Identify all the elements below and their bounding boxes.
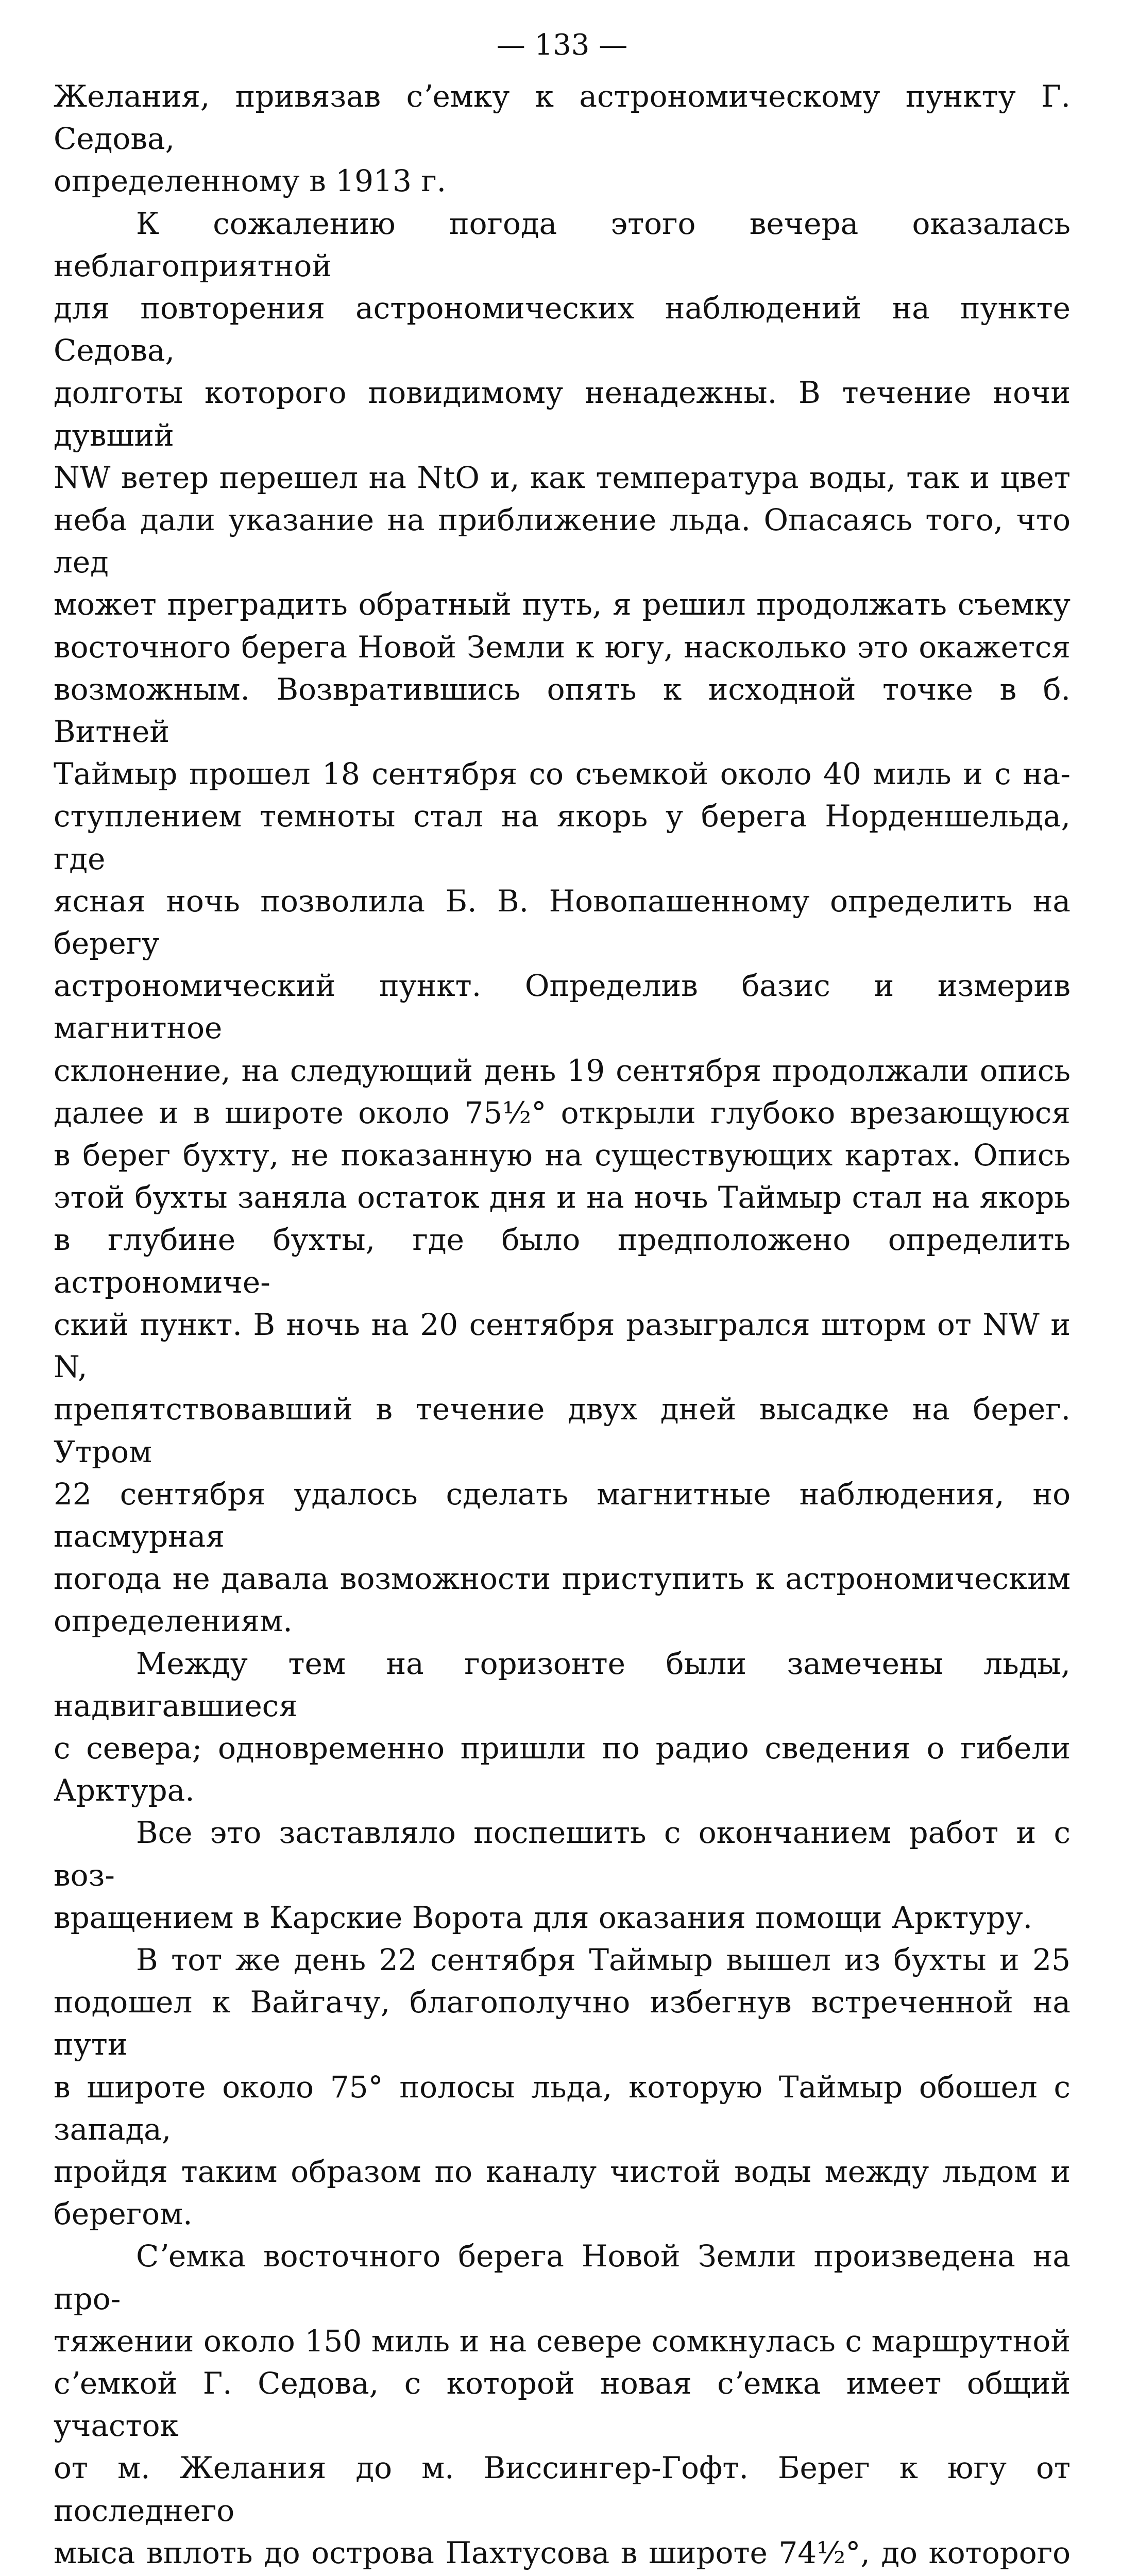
text-line: Сʼемка восточного берега Новой Земли произведена на про- [54, 2239, 1071, 2316]
text-line: подошел к Вайгачу, благополучно избегнув встреченной на пути [54, 1985, 1071, 2062]
text-line: вращением в Карские Ворота для оказания помощи Арктуру. [54, 1900, 1033, 1935]
text-line: NW ветер перешел на NtO и, как температура воды, так и цвет [54, 460, 1071, 495]
text-line: определенному в 1913 г. [54, 163, 447, 199]
text-line: препятствовавший в течение двух дней высадке на берег. Утром [54, 1392, 1071, 1469]
text-line: далее и в широте около 75½° открыли глубоко врезающуюся [54, 1095, 1071, 1130]
text-line: пройдя таким образом по каналу чистой воды между льдом и [54, 2154, 1071, 2189]
text-line [54, 2574, 1071, 2576]
text-line: Таймыр прошел 18 сентября со съемкой около 40 миль и с на- [54, 756, 1071, 792]
page-number: — 133 — [496, 28, 628, 62]
text-line: Все это заставляло поспешить с окончанием работ и с воз- [54, 1815, 1071, 1893]
text-line: с севера; одновременно пришли по радио сведения о гибели [54, 1730, 1071, 1766]
text-line: возможным. Возвратившись опять к исходной точке в б. Витней [54, 671, 1071, 750]
text-line: от м. Желания до м. Виссингер-Гофт. Берег к югу от последнего [54, 2450, 1071, 2528]
paragraph [54, 75, 1071, 202]
text-line: Арктура. [54, 1773, 195, 1808]
paragraph [54, 1642, 1071, 1812]
text-line: ясная ночь позволила Б. В. Новопашенному определить на берегу [54, 883, 1071, 961]
text-line: в широте около 75° полосы льда, которую Таймыр обошел с запада, [54, 2069, 1071, 2147]
text-line: ступлением темноты стал на якорь у берега Норденшельда, где [54, 799, 1071, 876]
text-line: неба дали указание на приближение льда. Опасаясь того, что лед [54, 502, 1071, 580]
text-line: склонение, на следующий день 19 сентября продолжали опись [54, 1053, 1071, 1088]
text-line: Между тем на горизонте были замечены льды, надвигавшиеся [54, 1646, 1071, 1723]
text-line: определениям. [54, 1603, 293, 1639]
text-line: берегом. [54, 2196, 193, 2232]
text-line: ский пункт. В ночь на 20 сентября разыгрался шторм от NW и N, [54, 1307, 1071, 1385]
document-body [54, 75, 1071, 2576]
paragraph [54, 2235, 1071, 2576]
text-line: погода не давала возможности приступить к астрономическим [54, 1561, 1071, 1597]
text-line: в глубине бухты, где было предположено определить астрономиче- [54, 1222, 1071, 1300]
text-line: в берег бухту, не показанную на существующих картах. Опись [54, 1138, 1071, 1173]
text-line: сʼемкой Г. Седова, с которой новая сʼемка имеет общий участок [54, 2365, 1071, 2444]
text-line: для повторения астрономических наблюдений на пункте Седова, [54, 291, 1071, 368]
paragraph [54, 1939, 1071, 2235]
text-line: 22 сентября удалось сделать магнитные наблюдения, но пасмурная [54, 1476, 1071, 1554]
text-line: этой бухты заняла остаток дня и на ночь Таймыр стал на якорь [54, 1180, 1071, 1215]
paragraph [54, 202, 1071, 1642]
text-line: может преградить обратный путь, я решил продолжать съемку [54, 587, 1071, 622]
text-line: мыса вплоть до острова Пахтусова в широте 74½°, до которого [54, 2535, 1071, 2570]
text-line: восточного берега Новой Земли к югу, насколько это окажется [54, 629, 1071, 665]
text-line: тяжении около 150 миль и на севере сомкнулась с маршрутной [54, 2323, 1071, 2359]
text-line: К сожалению погода этого вечера оказалась неблагоприятной [54, 206, 1071, 283]
document-page [54, 21, 1071, 2570]
text-line: астрономический пункт. Определив базис и измерив магнитное [54, 968, 1071, 1046]
text-line: долготы которого повидимому ненадежны. В течение ночи дувший [54, 375, 1071, 453]
text-line: Желания, привязав сʼемку к астрономическому пункту Г. Седова, [54, 79, 1071, 157]
text-line: В тот же день 22 сентября Таймыр вышел из бухты и 25 [136, 1942, 1071, 1977]
paragraph [54, 1811, 1071, 1939]
